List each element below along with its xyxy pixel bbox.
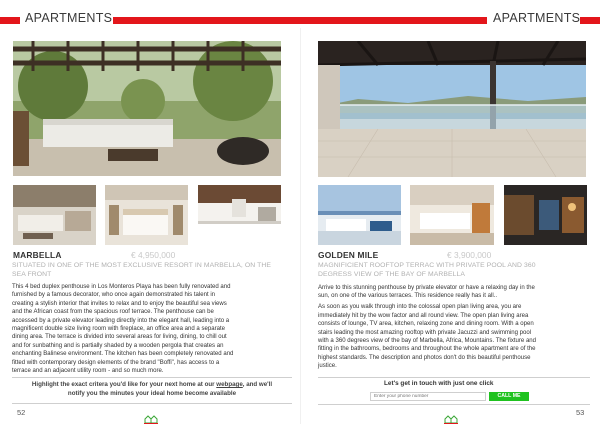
marbella-thumb-living[interactable] [13, 185, 96, 245]
description-line: consists of lounge, TV area, kitchen, relaxing zone and dining room. With a open [318, 321, 534, 328]
description-line: enchanting Balinese environment. The kitchen has been completely renovated and [12, 351, 234, 358]
listing-price-golden-mile: € 3,900,000 [447, 250, 492, 260]
phone-number-input[interactable] [370, 392, 486, 401]
description-line: dining area. The terrace is divided into several areas for living, dining, to chill out [12, 334, 227, 341]
marbella-main-photo [13, 41, 281, 176]
description-line: justice. [318, 363, 337, 370]
house-logo-icon [144, 411, 158, 420]
call-me-button[interactable]: CALL ME [489, 392, 529, 401]
listing-subtitle-golden-mile: MAGNIFICIENT ROOFTOP TERRAC WITH PRIVATE POOL AND 360 DEGRESS VIEW OF THE BAY OF MARBELLA [318, 262, 536, 278]
description-line: As soon as you walk through into the colossal open plan living area, you are [318, 304, 522, 311]
house-logo-icon [444, 411, 458, 420]
description-line: Arrive to this stunning penthouse by private elevator or have a relaxing day in the [318, 285, 535, 291]
description-line: accessed by a private elevator leading directly into the elegant hall, leading into a [12, 317, 230, 324]
description-line: terrace and an adjacent utility room - and so much more. [12, 368, 164, 375]
description-line: and for sunbathing and is partially shaded by a wooden pergola that creates an [12, 342, 224, 349]
page-spine [300, 28, 301, 424]
page-number-left: 52 [17, 408, 26, 417]
description-line: furnished by a famous decorator, who once again demonstrated his talent in [12, 292, 216, 299]
marbella-thumb-kitchen[interactable] [198, 185, 281, 245]
listing-description-marbella [12, 283, 297, 375]
listing-subtitle-marbella: SITUATED IN ONE OF THE MOST EXCLUSIVE RESORT IN MARBELLA, ON THE SEA FRONT [12, 262, 272, 278]
golden-mile-thumb-kitchen[interactable] [410, 185, 494, 245]
contact-cta-label: Let's get in touch with just one click [384, 380, 494, 387]
section-title-left: APARTMENTS [25, 11, 113, 25]
divider-left-bottom [12, 403, 292, 404]
divider-left [12, 377, 292, 378]
description-line: immediately hit by the wow factor and all round view. The open plan living area [318, 312, 529, 319]
section-title-right: APARTMENTS [493, 11, 581, 25]
description-line: highest standards. The description and photos don't do this beautiful penthouse [318, 354, 531, 361]
listing-title-marbella: MARBELLA [13, 250, 62, 260]
description-line: magnificent double size living room with fireplace, an office area and a separate [12, 326, 225, 333]
description-line: fitted with contemporary design elements of the brand "Boffi", has access to a [12, 359, 220, 366]
description-line: fitting in the bathrooms, bedrooms and throughout the whole apartment are of the [318, 346, 536, 353]
divider-right-bottom [318, 404, 590, 405]
description-line: and the African coast from the spacious roof terrace. The penthouse can be [12, 309, 214, 316]
header-bar-left-short [0, 17, 20, 24]
description-line: stairs leading the most amazing rooftop with private Jacuzzi and swimming pool [318, 329, 532, 336]
golden-mile-thumb-living[interactable] [318, 185, 401, 245]
header-bar-right-short [580, 17, 600, 24]
golden-mile-main-photo [318, 41, 586, 177]
description-line: with a 360 degrees view of the bay of Marbella, Africa, Mountains. The fixture and [318, 337, 537, 344]
description-line: creating a stylish interior that invites to relax and to enjoy the beautiful sea views [12, 300, 227, 307]
description-line: This 4 bed duplex penthouse in Los Monteros Playa has been fully renovated and [12, 284, 231, 290]
golden-mile-thumb-night[interactable] [504, 185, 587, 245]
page-number-right: 53 [576, 408, 585, 417]
marbella-thumb-bedroom[interactable] [105, 185, 188, 245]
divider-right [318, 377, 590, 378]
highlight-alert-text: Highlight the exact critera you'd like for your next home at our webpage, and we'll notify you the minutes your ideal home become available [31, 381, 273, 397]
description-line: sun, on one of the various terraces. This residence really has it all.. [318, 293, 498, 300]
header-bar-right-long [300, 17, 487, 24]
listing-description-golden-mile [318, 284, 593, 371]
listing-title-golden-mile: GOLDEN MILE [318, 250, 379, 260]
webpage-link[interactable]: webpage [216, 381, 243, 388]
header-bar-left-long [113, 17, 300, 24]
listing-price-marbella: € 4,950,000 [131, 250, 176, 260]
